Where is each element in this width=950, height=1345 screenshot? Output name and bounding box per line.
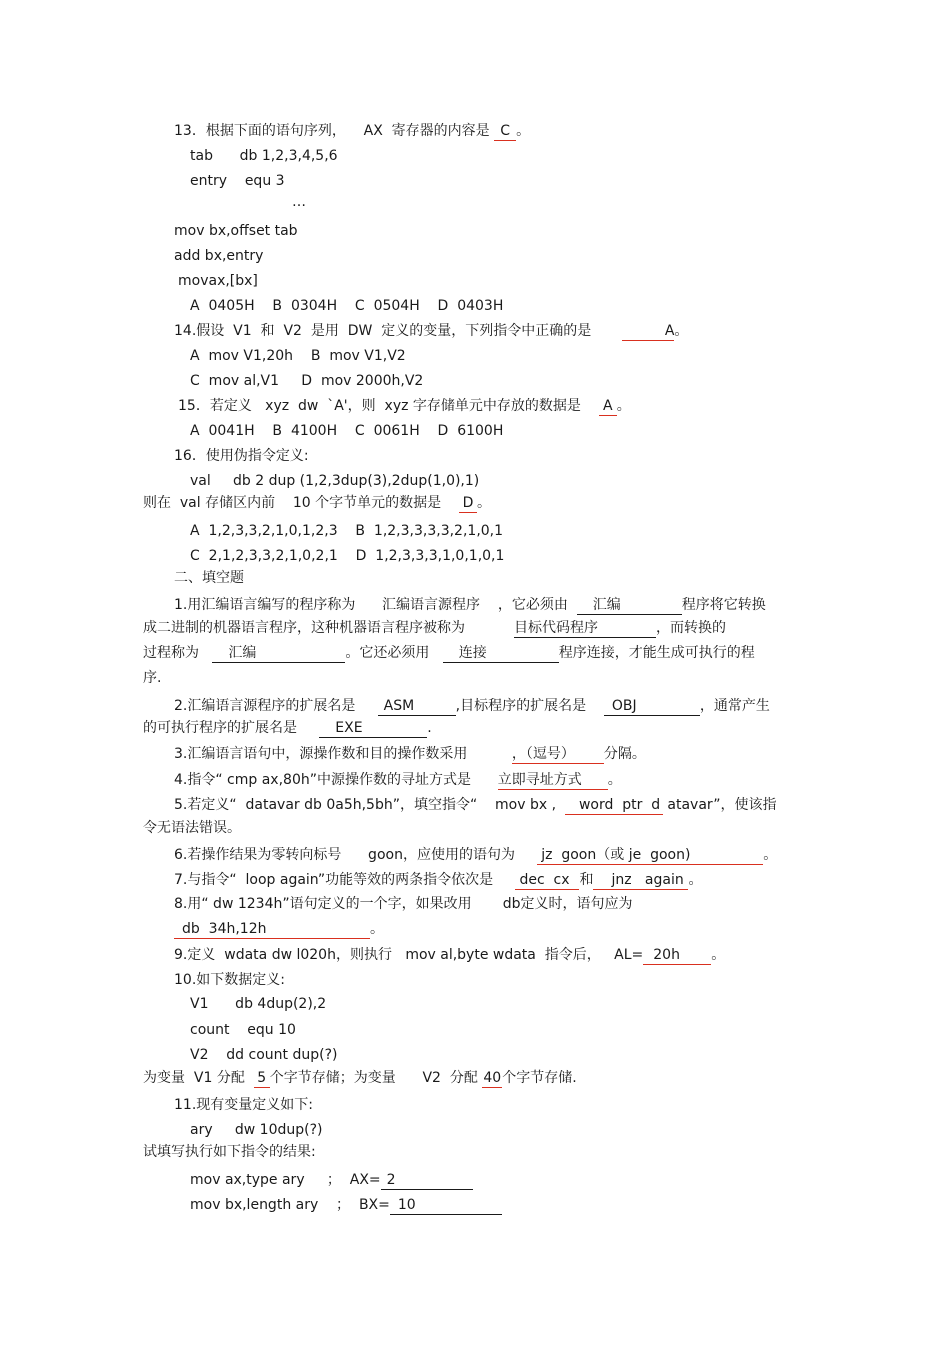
q15-stem: 15．若定义 xyz dw `A'，则 xyz 字存储单元中存放的数据是 A 。 [178, 398, 631, 414]
q13-code-line: entry equ 3 [190, 173, 285, 189]
fill-2-answer: ASM [378, 697, 456, 716]
q13-code-line: movax,[bx] [178, 273, 258, 289]
fill-7-answer: jnz again [593, 871, 688, 890]
fill-3-line: 3.汇编语言语句中，源操作数和目的操作数采用 ，（逗号） 分隔。 [174, 746, 646, 762]
fill-5-answer: word ptr d [565, 796, 663, 815]
fill-6-answer: jz goon（或 je goon) [537, 846, 763, 865]
fill-9-answer: 20h [643, 946, 711, 965]
q16-options: C 2,1,2,3,3,2,1,0,2,1 D 1,2,3,3,3,1,0,1,0,1 [190, 548, 505, 564]
fill-1-answer: 目标代码程序 [514, 619, 656, 638]
fill-9-line: 9.定义 wdata dw l020h，则执行 mov al,byte wdata 指令后， AL= 20h 。 [174, 947, 726, 963]
fill-11-code: ary dw 10dup(?) [190, 1122, 323, 1138]
q16-code: val db 2 dup (1,2,3dup(3),2dup(1,0),1) [190, 473, 480, 489]
fill-8-line: db 34h,12h 。 [174, 920, 384, 939]
fill-8-line: 8.用“ dw 1234h”语句定义的一个字，如果改用 db定义时，语句应为 [174, 896, 633, 912]
fill-7-line: 7.与指令“ loop again”功能等效的两条指令依次是 dec cx 和 jnz again 。 [174, 872, 703, 888]
fill-2-answer: OBJ [604, 697, 700, 716]
fill-10-code: count equ 10 [190, 1022, 296, 1038]
q14-stem: 14.假设 V1 和 V2 是用 DW 定义的变量，下列指令中正确的是 A。 [174, 323, 689, 339]
fill-10-answer: 5 [254, 1069, 270, 1088]
fill-11-line: mov ax,type ary ； AX= 2 [190, 1171, 473, 1190]
fill-10-answer: 40 [483, 1070, 502, 1086]
fill-10-line: 10.如下数据定义: [174, 972, 285, 988]
q14-answer: A [622, 322, 674, 341]
fill-1-line: 过程称为 汇编 。它还必须用 连接 程序连接，才能生成可执行的程 [143, 645, 755, 661]
fill-6-line: 6.若操作结果为零转向标号 goon，应使用的语句为 jz goon（或 je goon) 。 [174, 847, 778, 863]
fill-1-answer: 汇编 [577, 596, 682, 615]
fill-10-code: V2 dd count dup(?) [190, 1047, 338, 1063]
q13-code-line: mov bx,offset tab [174, 223, 298, 239]
q15-answer: A [599, 397, 617, 416]
fill-2-line: 2.汇编语言源程序的扩展名是 ASM ,目标程序的扩展名是 OBJ ，通常产生 [174, 698, 770, 714]
fill-1-line: 1.用汇编语言编写的程序称为 汇编语言源程序 ，它必须由 汇编 程序将它转换 [174, 597, 766, 613]
fill-10-code: V1 db 4dup(2),2 [190, 996, 327, 1012]
fill-11-line: 11.现有变量定义如下: [174, 1097, 313, 1113]
section-heading: 二、填空题 [174, 570, 244, 586]
q13-code-ellipsis: … [292, 194, 306, 210]
fill-8-answer: db 34h,12h [174, 920, 370, 939]
q13-answer: C [494, 122, 516, 141]
fill-3-answer: ，（逗号） [512, 745, 604, 764]
q16-answer: D [459, 494, 477, 513]
fill-4-line: 4.指令“ cmp ax,80h”中源操作数的寻址方式是 立即寻址方式 。 [174, 772, 622, 788]
fill-7-answer: dec cx [515, 871, 579, 890]
fill-4-answer: 立即寻址方式 [498, 771, 608, 790]
q14-options: A mov V1,20h B mov V1,V2 [190, 348, 406, 364]
fill-5-line: 令无语法错误。 [143, 820, 241, 836]
q16-stem: 16．使用伪指令定义: [174, 448, 309, 464]
q16-line2: 则在 val 存储区内前 10 个字节单元的数据是 D 。 [143, 495, 491, 511]
q14-options: C mov al,V1 D mov 2000h,V2 [190, 373, 424, 389]
q13-options: A 0405H B 0304H C 0504H D 0403H [190, 298, 504, 314]
fill-5-line: 5.若定义“ datavar db 0a5h,5bh”，填空指令“ mov bx , word ptr d atavar”，使该指 [174, 797, 777, 813]
q13-code-line: add bx,entry [174, 248, 264, 264]
q13-code-line: tab db 1,2,3,4,5,6 [190, 148, 338, 164]
q16-options: A 1,2,3,3,2,1,0,1,2,3 B 1,2,3,3,3,3,2,1,0,1 [190, 523, 504, 539]
fill-1-answer: 汇编 [212, 644, 345, 663]
fill-2-answer: EXE [319, 719, 427, 738]
q15-options: A 0041H B 4100H C 0061H D 6100H [190, 423, 504, 439]
fill-2-line: 的可执行程序的扩展名是 EXE . [143, 720, 432, 736]
fill-10-line: 为变量 V1 分配 5 个字节存储；为变量 V2 分配 40个字节存储. [143, 1070, 577, 1086]
fill-1-answer: 连接 [443, 644, 559, 663]
fill-1-line: 成二进制的机器语言程序，这种机器语言程序被称为 目标代码程序 ，而转换的 [143, 620, 726, 636]
fill-1-line: 序. [143, 670, 162, 686]
q13-stem: 13．根据下面的语句序列， AX 寄存器的内容是 C 。 [174, 123, 531, 139]
fill-11-line: 试填写执行如下指令的结果: [143, 1144, 316, 1160]
fill-11-line: mov bx,length ary ； BX= 10 [190, 1196, 502, 1215]
fill-11-answer: 10 [390, 1196, 502, 1215]
fill-11-answer: 2 [381, 1171, 473, 1190]
